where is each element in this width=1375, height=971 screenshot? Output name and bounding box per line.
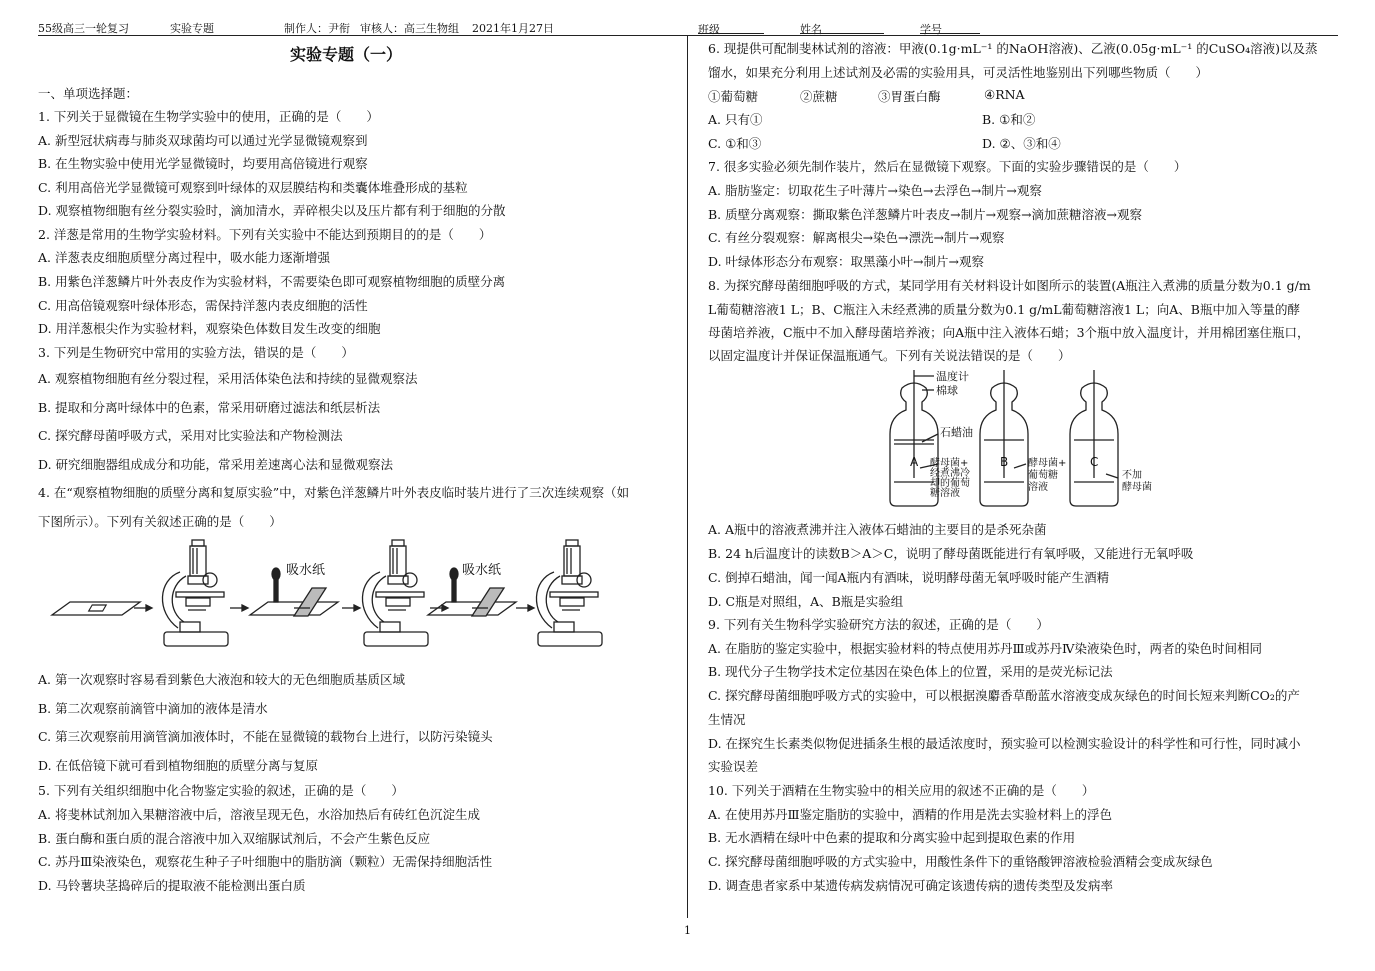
header-date: 2021年1月27日 — [472, 22, 554, 35]
header-class: 55级高三一轮复习 — [38, 22, 129, 35]
q7-option-d[interactable]: D. 叶绿体形态分布观察：取黑藻小叶→制片→观察 — [708, 254, 984, 269]
q9-option-c-line2[interactable]: 生情况 — [708, 712, 746, 727]
q5-option-a[interactable]: A. 将斐林试剂加入果糖溶液中后，溶液呈现无色，水浴加热后有砖红色沉淀生成 — [38, 807, 480, 822]
q2-option-a[interactable]: A. 洋葱表皮细胞质壁分离过程中，吸水能力逐渐增强 — [38, 250, 330, 265]
bottle-c-note: 不加 — [1122, 470, 1142, 481]
q6-option-c[interactable]: C. ①和③ — [708, 136, 762, 151]
q4-option-c[interactable]: C. 第三次观察前用滴管滴加液体时，不能在显微镜的载物台上进行，以防污染镜头 — [38, 729, 493, 744]
header-topic: 实验专题 — [170, 22, 214, 35]
q2-option-b[interactable]: B. 用紫色洋葱鳞片叶外表皮作为实验材料，不需要染色即可观察植物细胞的质壁分离 — [38, 274, 506, 289]
q9-option-c-line1[interactable]: C. 探究酵母菌细胞呼吸方式的实验中，可以根据溴麝香草酚蓝水溶液变成灰绿色的时间长短来判断CO₂的产 — [708, 688, 1300, 703]
q5-stem: 5. 下列有关组织细胞中化合物鉴定实验的叙述，正确的是（ ） — [38, 783, 404, 798]
q2-stem: 2. 洋葱是常用的生物学实验材料。下列有关实验中不能达到预期目的的是（ ） — [38, 227, 492, 242]
label-cotton: 棉球 — [936, 384, 958, 397]
q10-option-a[interactable]: A. 在使用苏丹Ⅲ鉴定脂肪的实验中，酒精的作用是洗去实验材料上的浮色 — [708, 807, 1113, 822]
q7-option-c[interactable]: C. 有丝分裂观察：解离根尖→染色→漂洗→制片→观察 — [708, 230, 1005, 245]
q8-stem-line1: 8. 为探究酵母菌细胞呼吸的方式，某同学用有关材料设计如图所示的装置(A瓶注入煮沸的质量分数为0.1 g/m — [708, 278, 1311, 293]
q4-option-a[interactable]: A. 第一次观察时容易看到紫色大液泡和较大的无色细胞质基质区域 — [38, 672, 405, 687]
arrow-head — [242, 605, 248, 611]
q3-option-d[interactable]: D. 研究细胞器组成成分和功能，常采用差速离心法和显微观察法 — [38, 457, 394, 472]
q6-item: ③胃蛋白酶 — [878, 89, 941, 104]
bottle-a-note: 经煮沸冷 — [930, 468, 970, 479]
q3-stem: 3. 下列是生物研究中常用的实验方法，错误的是（ ） — [38, 345, 354, 360]
bottle-a-note: 却的葡萄 — [930, 478, 970, 489]
section-heading: 一、单项选择题： — [38, 86, 139, 101]
q4-figure — [38, 536, 658, 656]
bottle-a-label: A — [910, 455, 919, 469]
q10-option-d[interactable]: D. 调查患者家系中某遗传病发病情况可确定该遗传病的遗传类型及发病率 — [708, 878, 1114, 893]
q6-substance-list — [708, 87, 1308, 105]
q1-option-c[interactable]: C. 利用高倍光学显微镜可观察到叶绿体的双层膜结构和类囊体堆叠形成的基粒 — [38, 180, 468, 195]
q4-option-d[interactable]: D. 在低倍镜下就可看到植物细胞的质壁分离与复原 — [38, 758, 319, 773]
q1-option-b[interactable]: B. 在生物实验中使用光学显微镜时，均要用高倍镜进行观察 — [38, 156, 368, 171]
q6-item: ②蔗糖 — [800, 89, 838, 104]
q10-option-c[interactable]: C. 探究酵母菌细胞呼吸的方式实验中，用酸性条件下的重铬酸钾溶液检验酒精会变成灰绿色 — [708, 854, 1213, 869]
id-label: 学号 — [920, 23, 942, 36]
q2-option-c[interactable]: C. 用高倍镜观察叶绿体形态，需保持洋葱内表皮细胞的活性 — [38, 298, 368, 313]
q6-options-row1 — [708, 110, 1328, 128]
q8-bottle-figure — [878, 368, 1178, 510]
q9-option-d-line1[interactable]: D. 在探究生长素类似物促进插条生根的最适浓度时，预实验可以检测实验设计的科学性和可行性，同时减小 — [708, 736, 1301, 751]
header-reviewer: 审核人：高三生物组 — [360, 22, 459, 35]
arrow-head — [354, 605, 360, 611]
page-title: 实验专题（一） — [290, 45, 403, 64]
q6-option-a[interactable]: A. 只有① — [708, 112, 763, 127]
bottle-c-note: 酵母菌 — [1122, 482, 1152, 493]
q7-option-b[interactable]: B. 质壁分离观察：撕取紫色洋葱鳞片叶表皮→制片→观察→滴加蔗糖溶液→观察 — [708, 207, 1143, 222]
bottle-c — [1070, 370, 1118, 506]
q6-option-b[interactable]: B. ①和② — [982, 112, 1036, 127]
arrow-head — [146, 605, 152, 611]
q6-stem-line1: 6. 现提供可配制斐林试剂的溶液：甲液(0.1g·mL⁻¹ 的NaOH溶液)、乙液(0.05g·mL⁻¹ 的CuSO₄溶液)以及蒸 — [708, 41, 1318, 56]
blotting-paper-label-1: 吸水纸 — [286, 563, 326, 578]
q10-option-b[interactable]: B. 无水酒精在绿叶中色素的提取和分离实验中起到提取色素的作用 — [708, 830, 1076, 845]
column-divider — [687, 36, 688, 918]
q3-option-c[interactable]: C. 探究酵母菌呼吸方式，采用对比实验法和产物检测法 — [38, 428, 343, 443]
page-number: 1 — [684, 924, 691, 937]
bottle-b — [980, 370, 1028, 506]
q6-item: ④RNA — [984, 87, 1025, 102]
q1-option-a[interactable]: A. 新型冠状病毒与肺炎双球菌均可以通过光学显微镜观察到 — [38, 133, 368, 148]
label-thermometer: 温度计 — [936, 370, 969, 383]
bottle-b-note: 酵母菌+ — [1028, 458, 1067, 469]
q2-option-d[interactable]: D. 用洋葱根尖作为实验材料，观察染色体数目发生改变的细胞 — [38, 321, 381, 336]
class-label: 班级 — [698, 23, 720, 36]
q8-option-c[interactable]: C. 倒掉石蜡油，闻一闻A瓶内有酒味，说明酵母菌无氧呼吸时能产生酒精 — [708, 570, 1110, 585]
q1-stem: 1. 下列关于显微镜在生物学实验中的使用，正确的是（ ） — [38, 109, 379, 124]
q8-stem-line3: 母菌培养液，C瓶中不加入酵母菌培养液；向A瓶中注入液体石蜡；3个瓶中放入温度计，并用棉团塞住瓶口， — [708, 325, 1310, 340]
label-paraffin: 石蜡油 — [940, 426, 973, 439]
q6-stem-line2: 馏水，如果充分利用上述试剂及必需的实验用具，可灵活性地鉴别出下列哪些物质（ ） — [708, 65, 1209, 80]
q4-option-b[interactable]: B. 第二次观察前滴管中滴加的液体是清水 — [38, 701, 268, 716]
bottle-b-note: 葡萄糖 — [1028, 470, 1058, 481]
page-header — [38, 19, 1338, 36]
q10-stem: 10. 下列关于酒精在生物实验中的相关应用的叙述不正确的是（ ） — [708, 783, 1095, 798]
q6-options-row2 — [708, 134, 1328, 152]
arrow-head — [528, 605, 534, 611]
q9-option-a[interactable]: A. 在脂肪的鉴定实验中，根据实验材料的特点使用苏丹Ⅲ或苏丹Ⅳ染液染色时，两者的染色时间相同 — [708, 641, 1263, 656]
bottle-b-note: 溶液 — [1028, 482, 1048, 493]
q5-option-d[interactable]: D. 马铃薯块茎捣碎后的提取液不能检测出蛋白质 — [38, 878, 306, 893]
microscope-icon — [536, 540, 602, 646]
bottle-b-label: B — [1000, 455, 1009, 469]
q4-stem-line1: 4. 在“观察植物细胞的质壁分离和复原实验”中，对紫色洋葱鳞片叶外表皮临时装片进行了三次连续观察（如 — [38, 485, 630, 500]
bottle-c-label: C — [1090, 455, 1099, 469]
q7-option-a[interactable]: A. 脂肪鉴定：切取花生子叶薄片→染色→去浮色→制片→观察 — [708, 183, 1042, 198]
q9-option-d-line2[interactable]: 实验误差 — [708, 759, 759, 774]
slide-icon — [52, 602, 140, 615]
microscope-icon — [162, 540, 228, 646]
q8-stem-line4: 以固定温度计并保证保温瓶通气。下列有关说法错误的是（ ） — [708, 348, 1071, 363]
arrow-head — [442, 605, 448, 611]
q8-option-a[interactable]: A. A瓶中的溶液煮沸并注入液体石蜡油的主要目的是杀死杂菌 — [708, 522, 1047, 537]
q6-item: ①葡萄糖 — [708, 89, 759, 104]
q7-stem: 7. 很多实验必须先制作装片，然后在显微镜下观察。下面的实验步骤错误的是（ ） — [708, 159, 1187, 174]
q8-option-b[interactable]: B. 24 h后温度计的读数B＞A＞C，说明了酵母菌既能进行有氧呼吸，又能进行无氧呼吸 — [708, 546, 1194, 561]
q4-stem-line2: 下图所示）。下列有关叙述正确的是（ ） — [38, 514, 282, 529]
microscope-icon — [362, 540, 428, 646]
q3-option-a[interactable]: A. 观察植物细胞有丝分裂过程，采用活体染色法和持续的显微观察法 — [38, 371, 418, 386]
blotting-paper-label-2: 吸水纸 — [462, 563, 502, 578]
bottle-a-note: 糖溶液 — [930, 488, 960, 499]
q8-option-d[interactable]: D. C瓶是对照组，A、B瓶是实验组 — [708, 594, 904, 609]
q5-option-b[interactable]: B. 蛋白酶和蛋白质的混合溶液中加入双缩脲试剂后，不会产生紫色反应 — [38, 831, 431, 846]
bottle-a-note: 酵母菌+ — [930, 458, 969, 469]
q8-stem-line2: L葡萄糖溶液1 L；B、C瓶注入未经煮沸的质量分数为0.1 g/mL葡萄糖溶液1 L；向A、B瓶中加入等量的酵 — [708, 302, 1300, 317]
q9-option-b[interactable]: B. 现代分子生物学技术定位基因在染色体上的位置，采用的是荧光标记法 — [708, 664, 1113, 679]
q9-stem: 9. 下列有关生物科学实验研究方法的叙述，正确的是（ ） — [708, 617, 1049, 632]
header-author: 制作人：尹衔 — [284, 22, 350, 35]
name-label: 姓名 — [800, 23, 822, 36]
q1-option-d[interactable]: D. 观察植物细胞有丝分裂实验时，滴加清水，弄碎根尖以及压片都有利于细胞的分散 — [38, 203, 506, 218]
q3-option-b[interactable]: B. 提取和分离叶绿体中的色素，常采用研磨过滤法和纸层析法 — [38, 400, 381, 415]
q5-option-c[interactable]: C. 苏丹Ⅲ染液染色，观察花生种子子叶细胞中的脂肪滴（颗粒）无需保持细胞活性 — [38, 854, 493, 869]
q6-option-d[interactable]: D. ②、③和④ — [982, 136, 1061, 151]
